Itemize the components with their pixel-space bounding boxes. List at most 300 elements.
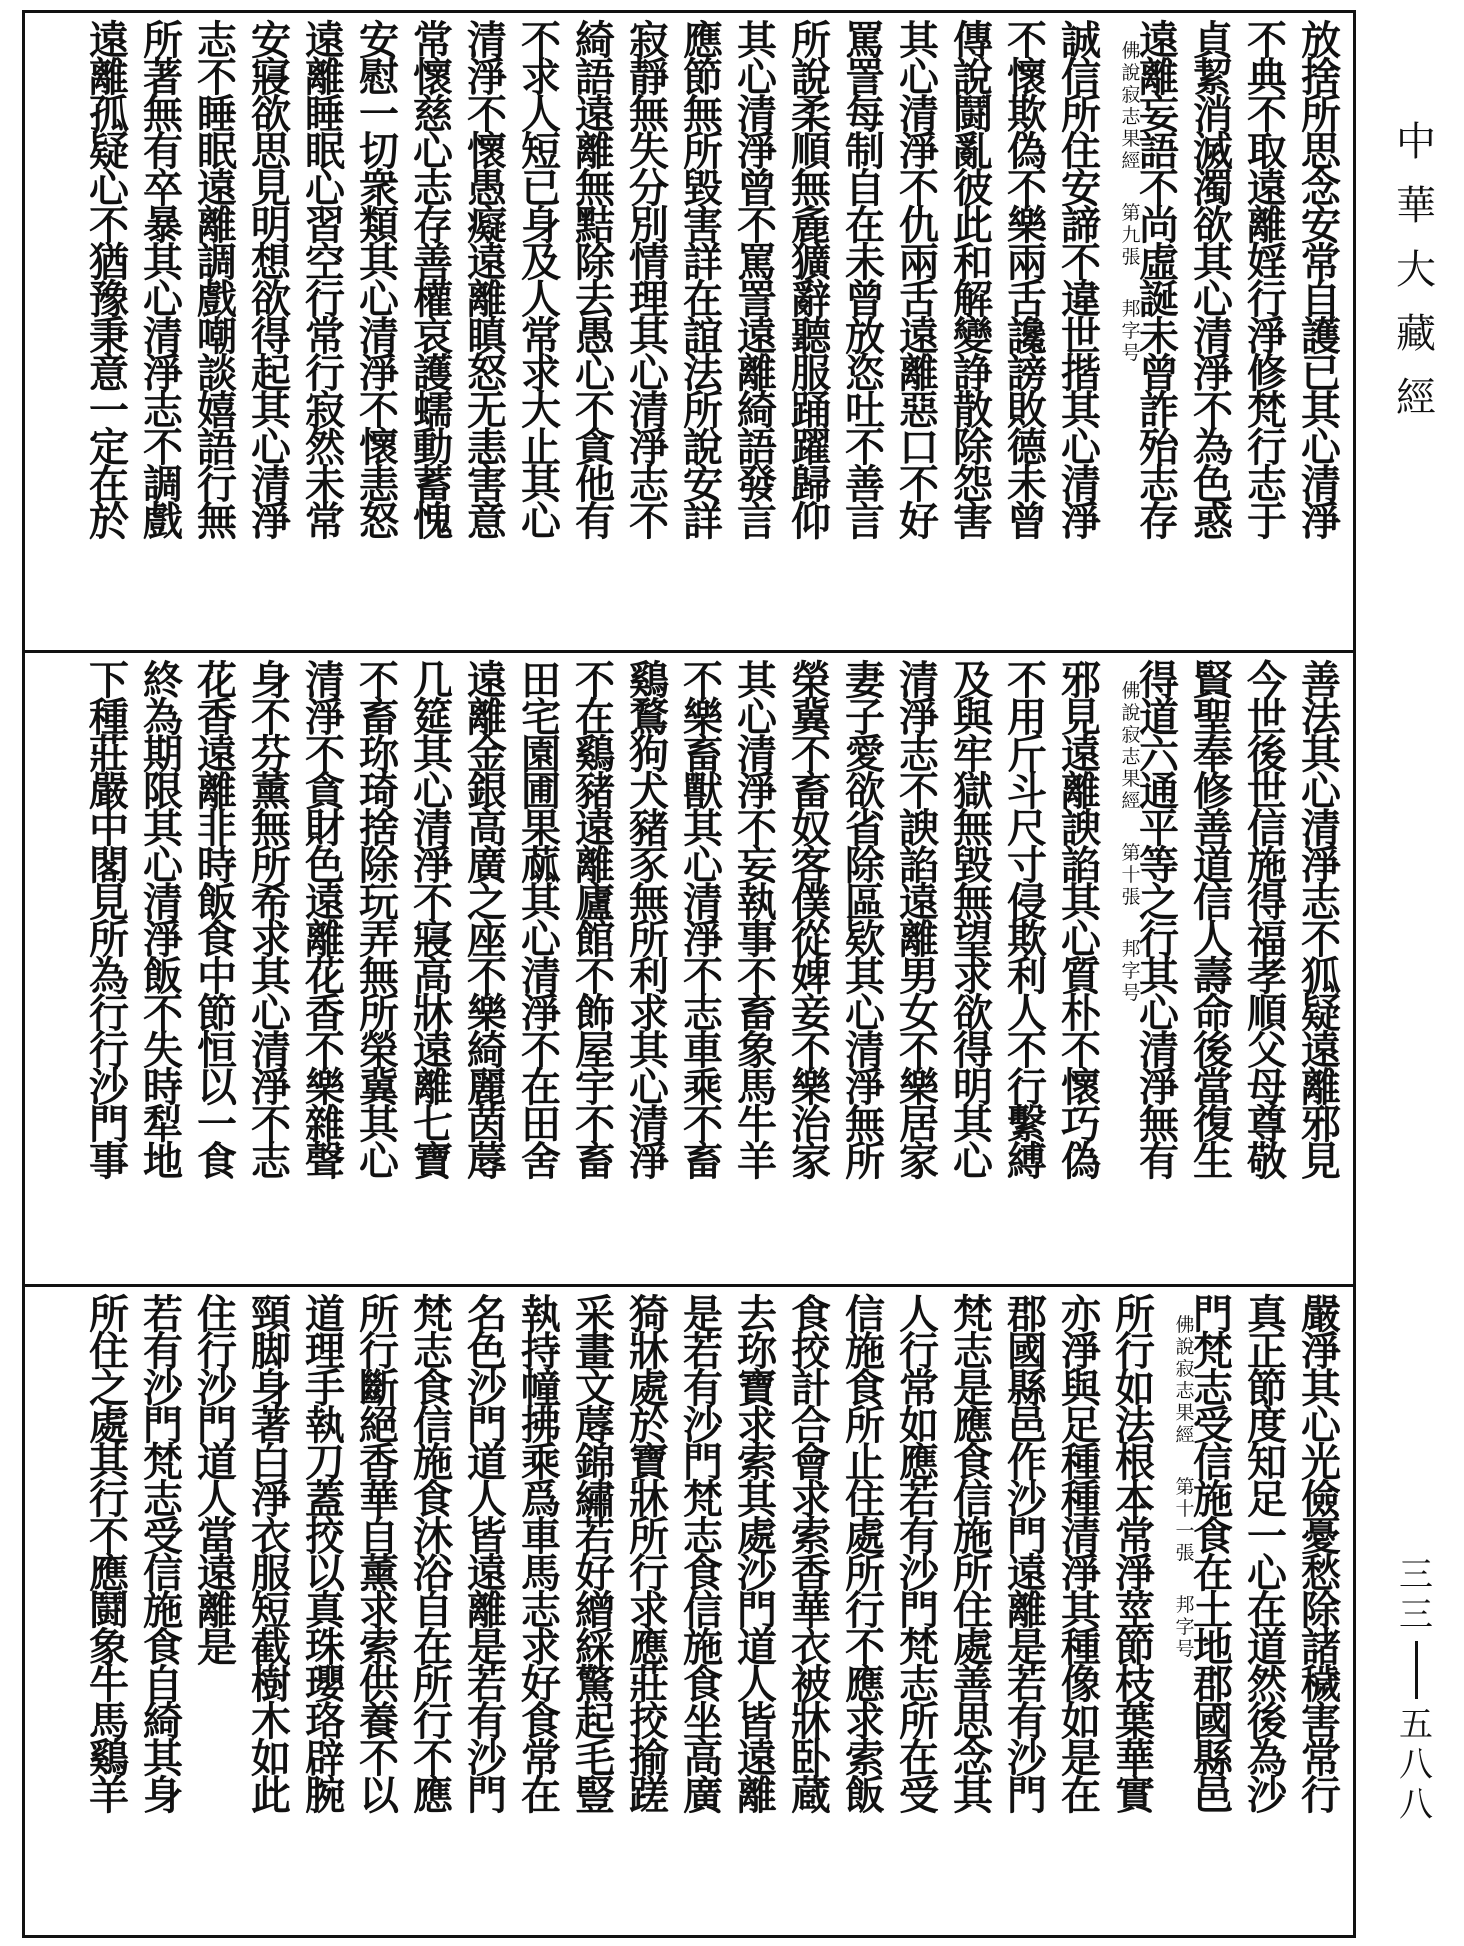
glyph: 遠 <box>467 1550 507 1597</box>
glyph: 所 <box>845 1138 885 1185</box>
number-dash <box>1415 1641 1418 1699</box>
glyph: 暴 <box>143 202 183 249</box>
glyph: 鬪 <box>953 91 993 138</box>
glyph: 食 <box>683 1661 723 1708</box>
text-column <box>676 657 730 1278</box>
glyph: 志 <box>629 461 669 508</box>
glyph: 供 <box>359 1661 399 1708</box>
text-column <box>676 17 730 644</box>
text-column <box>784 657 838 1278</box>
glyph: 淨 <box>1061 1550 1101 1597</box>
glyph: 行 <box>89 1476 129 1523</box>
glyph: 心 <box>1301 424 1341 471</box>
glyph: 和 <box>953 239 993 286</box>
glyph: 習 <box>305 202 345 249</box>
glyph: 應 <box>413 1772 453 1819</box>
glyph: 果 <box>1175 1402 1195 1424</box>
glyph: 人 <box>1007 990 1047 1037</box>
glyph: 信 <box>1193 1439 1233 1486</box>
glyph: 未 <box>1139 313 1179 360</box>
glyph: 字 <box>1121 320 1141 342</box>
glyph: 一 <box>89 387 129 434</box>
glyph: 應 <box>899 1439 939 1486</box>
glyph: 畜 <box>575 1138 615 1185</box>
glyph: 信 <box>845 1291 885 1338</box>
glyph: 不 <box>359 657 399 704</box>
glyph: 於 <box>629 1402 669 1449</box>
glyph: 食 <box>683 1550 723 1597</box>
glyph: 張 <box>1175 1542 1195 1564</box>
glyph: 睡 <box>197 91 237 138</box>
glyph: 住 <box>953 1587 993 1634</box>
glyph: 不 <box>791 1027 831 1074</box>
glyph: 遠 <box>1061 731 1101 778</box>
glyph: 志 <box>1301 879 1341 926</box>
glyph: 為 <box>143 694 183 741</box>
glyph: 如 <box>1115 1365 1155 1412</box>
glyph: 居 <box>899 1101 939 1148</box>
glyph: 華 <box>791 1587 831 1634</box>
glyph: 志 <box>413 165 453 212</box>
glyph: 害 <box>683 202 723 249</box>
glyph: 害 <box>1301 1698 1341 1745</box>
glyph: 已 <box>1301 350 1341 397</box>
glyph: 聲 <box>305 1138 345 1185</box>
glyph: 種 <box>1061 1476 1101 1523</box>
glyph: 敗 <box>1007 387 1047 434</box>
glyph: 梵 <box>899 1624 939 1671</box>
glyph: 手 <box>305 1365 345 1412</box>
glyph: 離 <box>899 916 939 963</box>
glyph: 所 <box>953 1550 993 1597</box>
glyph: 非 <box>197 805 237 852</box>
glyph: 其 <box>1301 387 1341 434</box>
glyph: 他 <box>575 461 615 508</box>
glyph: 愧 <box>413 498 453 545</box>
glyph: 園 <box>521 731 561 778</box>
glyph: 正 <box>1247 1328 1287 1375</box>
glyph: 淨 <box>251 1064 291 1111</box>
glyph: 語 <box>737 424 777 471</box>
glyph: 清 <box>1061 1513 1101 1560</box>
text-column <box>1054 657 1108 1278</box>
glyph: 時 <box>197 842 237 889</box>
glyph: 法 <box>683 350 723 397</box>
text-column <box>82 657 136 1278</box>
glyph: 離 <box>467 694 507 741</box>
glyph: 壽 <box>1193 953 1233 1000</box>
glyph: 不 <box>575 657 615 704</box>
page-number <box>1392 1555 1440 1825</box>
text-column <box>1294 17 1348 644</box>
glyph: 皆 <box>737 1698 777 1745</box>
glyph: 瞋 <box>467 313 507 360</box>
glyph: 信 <box>953 1476 993 1523</box>
glyph: 挍 <box>791 1328 831 1375</box>
glyph: 起 <box>575 1698 615 1745</box>
glyph: 心 <box>683 842 723 889</box>
glyph: 未 <box>1007 461 1047 508</box>
glyph: 存 <box>413 202 453 249</box>
glyph: 遠 <box>305 17 345 64</box>
glyph: 終 <box>143 657 183 704</box>
glyph: 情 <box>629 239 669 286</box>
glyph: 應 <box>845 1661 885 1708</box>
glyph: 離 <box>197 202 237 249</box>
glyph: 在 <box>683 276 723 323</box>
glyph: 樂 <box>305 1064 345 1111</box>
glyph: 思 <box>1301 128 1341 175</box>
glyph: 所 <box>629 1513 669 1560</box>
glyph: 欵 <box>845 916 885 963</box>
glyph: 離 <box>305 916 345 963</box>
glyph: 所 <box>791 17 831 64</box>
glyph: 畜 <box>683 731 723 778</box>
glyph: 犁 <box>143 1101 183 1148</box>
glyph: 所 <box>359 1291 399 1338</box>
glyph: 遠 <box>467 239 507 286</box>
glyph: 自 <box>143 1661 183 1708</box>
text-column <box>136 17 190 644</box>
glyph: 不 <box>575 1101 615 1148</box>
glyph: 白 <box>251 1439 291 1486</box>
glyph: 懷 <box>1061 1064 1101 1111</box>
glyph: 計 <box>791 1365 831 1412</box>
glyph: 踊 <box>791 387 831 434</box>
glyph: 所 <box>359 990 399 1037</box>
glyph: 其 <box>251 387 291 434</box>
glyph: 挍 <box>629 1698 669 1745</box>
glyph: 說 <box>1175 1336 1195 1358</box>
glyph: 濁 <box>1193 165 1233 212</box>
glyph: 求 <box>791 1476 831 1523</box>
glyph: 麗 <box>467 1064 507 1111</box>
text-column <box>298 1291 352 1932</box>
glyph: 離 <box>737 1772 777 1819</box>
glyph: 淨 <box>1139 1064 1179 1111</box>
text-column <box>352 657 406 1278</box>
glyph: 止 <box>521 424 561 471</box>
glyph: 偽 <box>1007 128 1047 175</box>
glyph: 曾 <box>1139 350 1179 397</box>
glyph: 經 <box>1396 375 1436 421</box>
glyph: 為 <box>1247 1735 1287 1782</box>
glyph: 道 <box>467 1439 507 1486</box>
glyph: 家 <box>791 1138 831 1185</box>
glyph: 其 <box>521 461 561 508</box>
glyph: 作 <box>1007 1439 1047 1486</box>
glyph: 節 <box>197 990 237 1037</box>
glyph: 其 <box>89 1439 129 1486</box>
glyph: 飯 <box>845 1772 885 1819</box>
glyph: 高 <box>683 1735 723 1782</box>
glyph: 馬 <box>521 1550 561 1597</box>
glyph: 行 <box>845 1587 885 1634</box>
glyph: 亦 <box>1061 1291 1101 1338</box>
glyph: 不 <box>89 202 129 249</box>
glyph: 田 <box>521 1101 561 1148</box>
text-column <box>568 657 622 1278</box>
glyph: 行 <box>197 1328 237 1375</box>
glyph: 放 <box>1301 17 1341 64</box>
glyph: 香 <box>359 1439 399 1486</box>
glyph: 取 <box>1247 128 1287 175</box>
glyph: 其 <box>1061 1587 1101 1634</box>
glyph: 不 <box>143 424 183 471</box>
text-column <box>676 1291 730 1932</box>
glyph: 遠 <box>737 1735 777 1782</box>
glyph: 其 <box>1139 953 1179 1000</box>
glyph: 施 <box>1193 1476 1233 1523</box>
glyph: 莊 <box>629 1661 669 1708</box>
glyph: 以 <box>359 1772 399 1819</box>
glyph: 實 <box>1115 1772 1155 1819</box>
collection-title <box>1392 110 1440 430</box>
glyph: 其 <box>1301 731 1341 778</box>
glyph: 求 <box>845 1698 885 1745</box>
glyph: 是 <box>1007 1624 1047 1671</box>
glyph: 權 <box>413 276 453 323</box>
glyph: 座 <box>467 916 507 963</box>
glyph: 沙 <box>1007 1476 1047 1523</box>
glyph: 樂 <box>1007 202 1047 249</box>
text-column <box>514 17 568 644</box>
glyph: 身 <box>251 657 291 704</box>
glyph: 善 <box>413 239 453 286</box>
glyph: 沙 <box>683 1402 723 1449</box>
glyph: 治 <box>791 1101 831 1148</box>
glyph: 德 <box>1007 424 1047 471</box>
glyph: 常 <box>305 498 345 545</box>
glyph: 狐 <box>1301 953 1341 1000</box>
glyph: 食 <box>413 1365 453 1412</box>
glyph: 妻 <box>845 657 885 704</box>
glyph: 種 <box>1061 1624 1101 1671</box>
glyph: 說 <box>1121 62 1141 84</box>
glyph: 利 <box>629 953 669 1000</box>
glyph: 乘 <box>521 1439 561 1486</box>
glyph: 變 <box>953 313 993 360</box>
glyph: 經 <box>1175 1424 1195 1446</box>
glyph: 於 <box>89 498 129 545</box>
glyph: 別 <box>629 202 669 249</box>
glyph: 望 <box>953 916 993 963</box>
glyph: 行 <box>1301 1772 1341 1819</box>
glyph: 安 <box>1301 202 1341 249</box>
text-column <box>730 657 784 1278</box>
glyph: 有 <box>143 1328 183 1375</box>
glyph: 邦 <box>1121 938 1141 960</box>
glyph: 所 <box>899 1698 939 1745</box>
glyph: 豕 <box>629 842 669 889</box>
glyph: 不 <box>251 1101 291 1148</box>
glyph: 索 <box>791 1513 831 1560</box>
glyph: 所 <box>143 17 183 64</box>
glyph: 求 <box>521 350 561 397</box>
glyph: 无 <box>467 387 507 434</box>
glyph: 無 <box>629 91 669 138</box>
glyph: 豬 <box>575 768 615 815</box>
glyph: 道 <box>305 1291 345 1338</box>
glyph: 順 <box>1247 990 1287 1037</box>
glyph: 其 <box>143 239 183 286</box>
glyph: 豬 <box>629 805 669 852</box>
glyph: 地 <box>143 1138 183 1185</box>
glyph: 之 <box>89 1365 129 1412</box>
glyph: 不 <box>89 1513 129 1560</box>
glyph: 蓏 <box>521 842 561 889</box>
text-column <box>190 657 244 1278</box>
glyph: 豎 <box>575 1772 615 1819</box>
glyph: 執 <box>737 879 777 926</box>
glyph: 嬉 <box>197 387 237 434</box>
glyph: 諂 <box>1061 842 1101 889</box>
glyph: 住 <box>197 1291 237 1338</box>
glyph: 在 <box>413 1624 453 1671</box>
glyph: 區 <box>845 879 885 926</box>
glyph: 語 <box>1139 128 1179 175</box>
glyph: 樂 <box>899 1064 939 1111</box>
glyph: 妄 <box>1139 91 1179 138</box>
glyph: 食 <box>953 1439 993 1486</box>
glyph: 眠 <box>197 128 237 175</box>
glyph: 僕 <box>791 879 831 926</box>
glyph: 門 <box>197 1402 237 1449</box>
glyph: 其 <box>1061 879 1101 926</box>
glyph: 不 <box>845 1624 885 1671</box>
glyph: 心 <box>1061 916 1101 963</box>
glyph: 絕 <box>359 1402 399 1449</box>
glyph: 心 <box>1193 276 1233 323</box>
glyph: 奴 <box>791 805 831 852</box>
glyph: 節 <box>1247 1365 1287 1412</box>
glyph: 于 <box>1247 498 1287 545</box>
glyph: 一 <box>1247 1513 1287 1560</box>
glyph: 色 <box>305 842 345 889</box>
glyph: 知 <box>1247 1439 1287 1486</box>
text-column <box>838 17 892 644</box>
glyph: 是 <box>1061 1735 1101 1782</box>
text-column <box>514 657 568 1278</box>
glyph: 不 <box>251 694 291 741</box>
text-column <box>190 1291 244 1932</box>
glyph: 不 <box>143 990 183 1037</box>
glyph: 求 <box>629 990 669 1037</box>
glyph: 離 <box>737 350 777 397</box>
glyph: 離 <box>1247 202 1287 249</box>
glyph: 寸 <box>1007 842 1047 889</box>
glyph: 門 <box>683 1439 723 1486</box>
glyph: 八 <box>1399 1745 1433 1785</box>
glyph: 種 <box>1061 1439 1101 1486</box>
glyph: 理 <box>305 1328 345 1375</box>
text-band-2 <box>30 657 1348 1278</box>
glyph: 鷄 <box>575 731 615 778</box>
glyph: 樹 <box>251 1661 291 1708</box>
glyph: 怨 <box>953 461 993 508</box>
glyph: 曾 <box>1007 498 1047 545</box>
glyph: 食 <box>413 1476 453 1523</box>
glyph: 欲 <box>845 768 885 815</box>
text-column <box>460 657 514 1278</box>
glyph: 字 <box>1175 1616 1195 1638</box>
glyph: 念 <box>953 1735 993 1782</box>
band-columns <box>89 1291 1348 1932</box>
glyph: 然 <box>305 424 345 471</box>
glyph: 清 <box>899 91 939 138</box>
glyph: 所 <box>683 128 723 175</box>
glyph: 芬 <box>251 731 291 778</box>
glyph: 懷 <box>467 128 507 175</box>
text-column <box>1240 1291 1294 1932</box>
glyph: 戲 <box>143 498 183 545</box>
glyph: 字 <box>1121 960 1141 982</box>
glyph: 諂 <box>899 842 939 889</box>
glyph: 嘲 <box>197 313 237 360</box>
text-column <box>136 1291 190 1932</box>
glyph: 綵 <box>575 1624 615 1671</box>
text-band-3 <box>30 1291 1348 1932</box>
glyph: 行 <box>305 350 345 397</box>
glyph: 不 <box>737 805 777 852</box>
glyph: 思 <box>251 128 291 175</box>
glyph: 花 <box>305 953 345 1000</box>
glyph: 求 <box>251 916 291 963</box>
glyph: 志 <box>1121 106 1141 128</box>
glyph: 談 <box>197 350 237 397</box>
glyph: 愛 <box>845 731 885 778</box>
glyph: 諛 <box>899 805 939 852</box>
glyph: 其 <box>737 1476 777 1523</box>
glyph: 欺 <box>1007 916 1047 963</box>
glyph: 常 <box>1115 1513 1155 1560</box>
glyph: 梵 <box>413 1291 453 1338</box>
glyph: 心 <box>737 694 777 741</box>
glyph: 浴 <box>413 1550 453 1597</box>
text-column <box>1186 657 1240 1278</box>
glyph: 詈 <box>737 276 777 323</box>
glyph: 修 <box>1247 350 1287 397</box>
glyph: 應 <box>629 1624 669 1671</box>
text-column <box>136 657 190 1278</box>
glyph: 頸 <box>251 1291 291 1338</box>
glyph: 象 <box>737 1027 777 1074</box>
glyph: 念 <box>1301 165 1341 212</box>
glyph: 第 <box>1121 842 1141 864</box>
glyph: 及 <box>521 239 561 286</box>
glyph: 枝 <box>1115 1661 1155 1708</box>
glyph: 世 <box>1247 768 1287 815</box>
glyph: 求 <box>953 953 993 1000</box>
glyph: 施 <box>953 1513 993 1560</box>
glyph: 鬪 <box>89 1587 129 1634</box>
running-head <box>1116 40 1146 600</box>
glyph: 清 <box>143 313 183 360</box>
glyph: 淨 <box>359 350 399 397</box>
glyph: 薰 <box>251 768 291 815</box>
glyph: 麁 <box>791 202 831 249</box>
glyph: 求 <box>629 1587 669 1634</box>
text-column <box>838 657 892 1278</box>
glyph: 自 <box>359 1513 399 1560</box>
glyph: 清 <box>1301 461 1341 508</box>
glyph: 樂 <box>467 990 507 1037</box>
glyph: 去 <box>737 1291 777 1338</box>
glyph: 獄 <box>953 768 993 815</box>
glyph: 衣 <box>791 1624 831 1671</box>
glyph: 宇 <box>575 1064 615 1111</box>
glyph: 若 <box>143 1291 183 1338</box>
